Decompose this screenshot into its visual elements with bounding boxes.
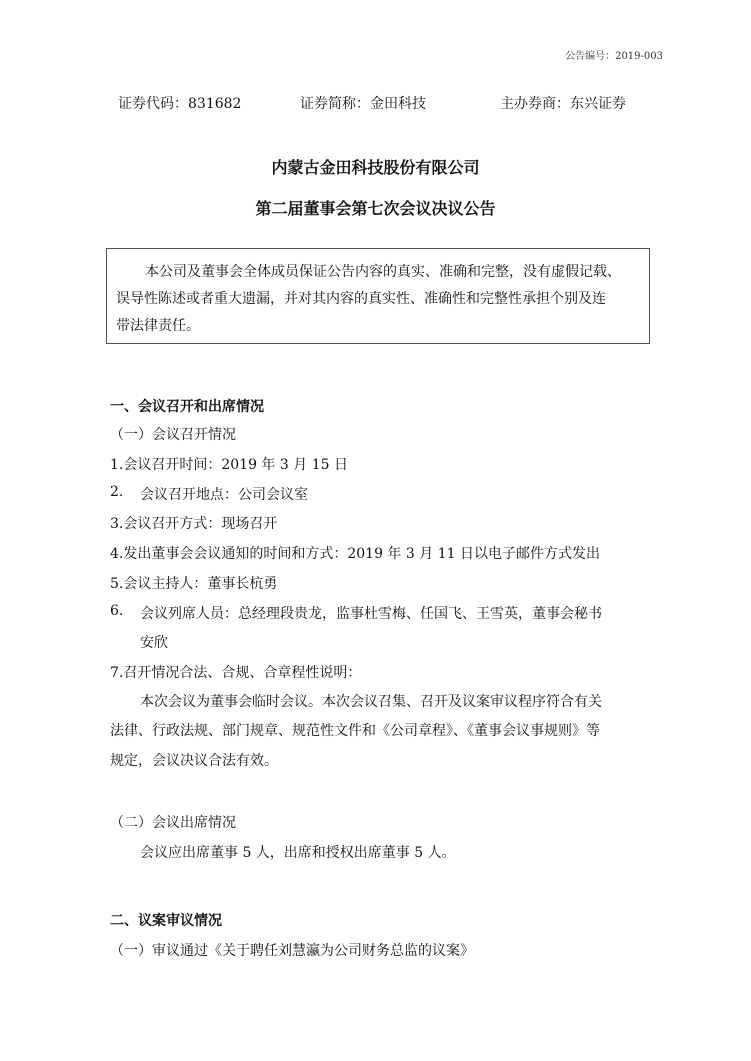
attendees-continued: 安欣 <box>140 635 168 651</box>
section-heading: 二、议案审议情况 <box>110 913 222 929</box>
item-number: 2. <box>110 484 124 500</box>
attendance-statement: 会议应出席董事 5 人，出席和授权出席董事 5 人。 <box>140 845 456 861</box>
subsection-heading: （二）会议出席情况 <box>110 815 236 831</box>
legality-paragraph-line: 本次会议为董事会临时会议。本次会议召集、召开及议案审议程序符合有关 <box>140 694 602 710</box>
document-title: 第二届董事会第七次会议决议公告 <box>255 199 496 218</box>
motion-heading: （一）审议通过《关于聘任刘慧瀛为公司财务总监的议案》 <box>110 943 474 959</box>
company-title: 内蒙古金田科技股份有限公司 <box>271 158 480 177</box>
security-short-name: 证券简称：金田科技 <box>300 96 426 112</box>
subsection-heading: （一）会议召开情况 <box>110 427 236 443</box>
legality-heading: 7.召开情况合法、合规、合章程性说明： <box>110 665 362 681</box>
announcement-number: 公告编号：2019-003 <box>565 51 663 62</box>
meeting-host: 5.会议主持人：董事长杭勇 <box>110 576 278 592</box>
notice-line: 本公司及董事会全体成员保证公告内容的真实、准确和完整，没有虚假记载、 <box>145 264 621 280</box>
legality-paragraph-line: 规定，会议决议合法有效。 <box>110 753 278 769</box>
notice-method: 4.发出董事会会议通知的时间和方式：2019 年 3 月 11 日以电子邮件方式发出 <box>110 546 600 562</box>
attendees: 会议列席人员：总经理段贵龙，监事杜雪梅、任国飞、王雪英，董事会秘书 <box>140 606 602 622</box>
notice-box <box>106 248 650 344</box>
notice-line: 误导性陈述或者重大遗漏，并对其内容的真实性、准确性和完整性承担个别及连 <box>116 291 606 307</box>
legality-paragraph-line: 法律、行政法规、部门规章、规范性文件和《公司章程》、《董事会议事规则》等 <box>110 723 600 739</box>
meeting-method: 3.会议召开方式：现场召开 <box>110 516 278 532</box>
item-number: 6. <box>110 603 124 619</box>
sponsor-broker: 主办券商：东兴证券 <box>500 96 626 112</box>
meeting-time: 1.会议召开时间：2019 年 3 月 15 日 <box>110 457 348 473</box>
notice-line: 带法律责任。 <box>116 318 200 334</box>
security-code: 证券代码：831682 <box>118 96 242 112</box>
meeting-location: 会议召开地点：公司会议室 <box>140 487 308 503</box>
section-heading: 一、会议召开和出席情况 <box>110 399 264 415</box>
